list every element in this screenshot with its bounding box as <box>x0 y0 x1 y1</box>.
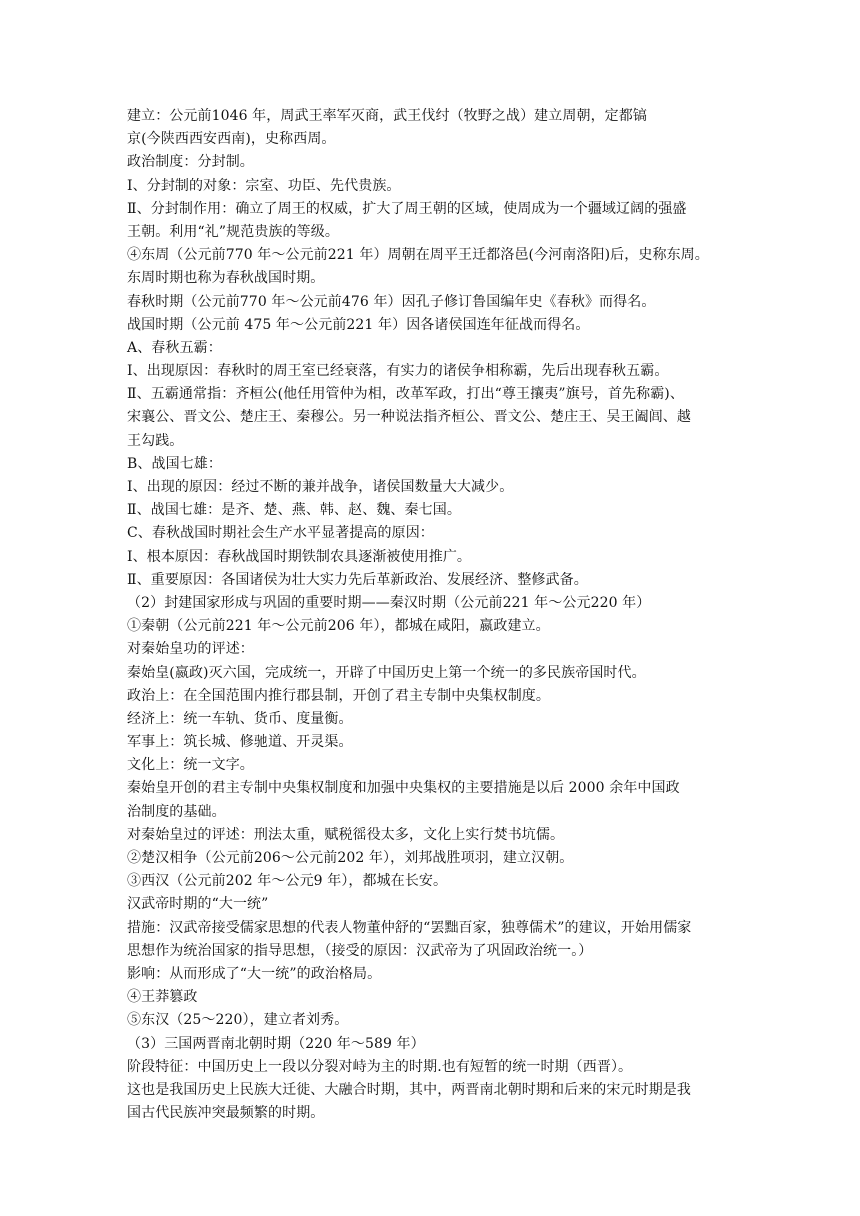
text-line: （2）封建国家形成与巩固的重要时期——秦汉时期（公元前221 年～公元220 年） <box>127 594 651 611</box>
text-line: 经济上：统一车轨、货币、度量衡。 <box>127 710 353 727</box>
text-line: 王朝。利用“礼”规范贵族的等级。 <box>127 223 339 240</box>
text-line: 秦始皇(嬴政)灭六国，完成统一，开辟了中国历史上第一个统一的多民族帝国时代。 <box>127 664 646 681</box>
text-line: 京(今陕西西安西南)，史称西周。 <box>127 131 336 148</box>
text-line: A、春秋五霸： <box>127 339 222 356</box>
text-line: ④王莽篡政 <box>127 989 198 1006</box>
text-line: 对秦始皇功的评述： <box>127 641 254 658</box>
text-line: Ⅰ、出现原因：春秋时的周王室已经衰落，有实力的诸侯争相称霸，先后出现春秋五霸。 <box>127 363 669 380</box>
text-line: Ⅱ、重要原因：各国诸侯为壮大实力先后革新政治、发展经济、整修武备。 <box>127 571 588 588</box>
text-line: ③西汉（公元前202 年～公元9 年），都城在长安。 <box>127 873 448 890</box>
text-line: 思想作为统治国家的指导思想，（接受的原因：汉武帝为了巩固政治统一。） <box>127 942 593 959</box>
text-line: 对秦始皇过的评述：刑法太重，赋税徭役太多，文化上实行焚书坑儒。 <box>127 826 565 843</box>
text-line: （3）三国两晋南北朝时期（220 年～589 年） <box>127 1035 425 1052</box>
text-line: 影响：从而形成了“大一统”的政治格局。 <box>127 965 382 982</box>
text-line: Ⅰ、出现的原因：经过不断的兼并战争，诸侯国数量大大减少。 <box>127 479 514 495</box>
text-line: ①秦朝（公元前221 年～公元前206 年），都城在咸阳，嬴政建立。 <box>127 618 550 635</box>
text-line: 这也是我国历史上民族大迁徙、大融合时期，其中，两晋南北朝时期和后来的宋元时期是我 <box>127 1081 691 1098</box>
text-line: 宋襄公、晋文公、楚庄王、秦穆公。另一种说法指齐桓公、晋文公、楚庄王、吴王阖闾、越 <box>127 409 691 426</box>
text-line: ⑤东汉（25～220），建立者刘秀。 <box>127 1012 349 1029</box>
text-line: C、春秋战国时期社会生产水平显著提高的原因： <box>127 525 434 542</box>
text-line: Ⅱ、五霸通常指：齐桓公(他任用管仲为相，改革军政，打出“尊王攘夷”旗号，首先称霸)、 <box>127 386 684 403</box>
text-line: Ⅱ、战国七雄：是齐、楚、燕、韩、赵、魏、秦七国。 <box>127 502 461 519</box>
text-line: 东周时期也称为春秋战国时期。 <box>127 270 325 287</box>
text-line: 军事上：筑长城、修驰道、开灵渠。 <box>127 734 353 751</box>
text-line: 秦始皇开创的君主专制中央集权制度和加强中央集权的主要措施是以后 2000 余年中国政 <box>127 780 680 797</box>
text-line: B、战国七雄： <box>127 455 222 472</box>
text-line: ②楚汉相争（公元前206～公元前202 年），刘邦战胜项羽，建立汉朝。 <box>127 850 574 866</box>
document-body <box>127 105 737 1125</box>
text-line: 国古代民族冲突最频繁的时期。 <box>127 1105 325 1122</box>
text-line: 文化上：统一文字。 <box>127 757 254 774</box>
text-line: Ⅰ、根本原因：春秋战国时期铁制农具逐渐被使用推广。 <box>127 548 472 565</box>
text-line: 治制度的基础。 <box>127 803 226 820</box>
text-line: ④东周（公元前770 年～公元前221 年）周朝在周平王迁都洛邑(今河南洛阳)后，史称东周。 <box>127 247 709 264</box>
text-line: 汉武帝时期的“大一统” <box>127 896 269 913</box>
text-line: Ⅰ、分封制的对象：宗室、功臣、先代贵族。 <box>127 177 401 194</box>
text-line: 措施：汉武帝接受儒家思想的代表人物董仲舒的“罢黜百家，独尊儒术”的建议，开始用儒家 <box>127 919 692 936</box>
text-line: 王勾践。 <box>127 432 184 449</box>
text-line: 政治制度：分封制。 <box>127 154 254 171</box>
text-line: 政治上：在全国范围内推行郡县制，开创了君主专制中央集权制度。 <box>127 687 550 704</box>
text-line: 战国时期（公元前 475 年～公元前221 年）因各诸侯国连年征战而得名。 <box>127 316 590 333</box>
text-line: 春秋时期（公元前770 年～公元前476 年）因孔子修订鲁国编年史《春秋》而得名。 <box>127 293 656 310</box>
text-line: 建立：公元前1046 年，周武王率军灭商，武王伐纣（牧野之战）建立周朝，定都镐 <box>127 108 647 124</box>
text-line: 阶段特征：中国历史上一段以分裂对峙为主的时期.也有短暂的统一时期（西晋）。 <box>127 1058 633 1075</box>
text-line: Ⅱ、分封制作用：确立了周王的权威，扩大了周王朝的区域，使周成为一个疆域辽阔的强盛 <box>127 200 687 217</box>
